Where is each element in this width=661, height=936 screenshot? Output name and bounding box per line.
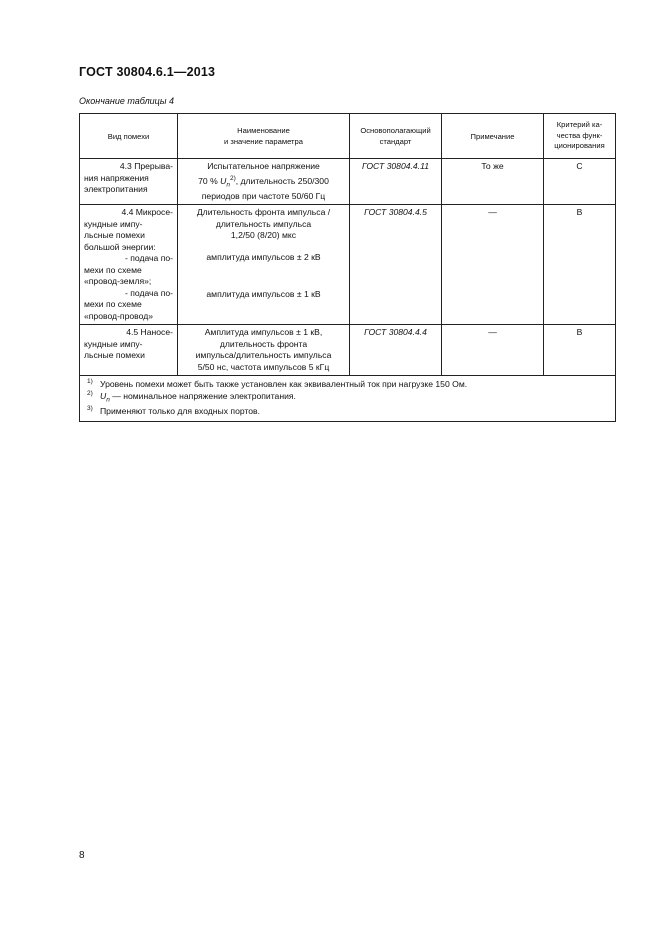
table-row [80, 205, 616, 325]
row-4-4-note: — [442, 205, 544, 325]
footnotes-row [80, 376, 616, 422]
row-4-4-standard: ГОСТ 30804.4.5 [350, 205, 442, 325]
row-4-3-parameter-voltage: 70 % $U_n^{2)}$, длительность 250/300 [198, 174, 329, 189]
header-interference-type: Вид помехи [80, 114, 178, 159]
header-criterion: Критерий ка- чества функ- ционирования [544, 114, 616, 159]
table-row [80, 159, 616, 205]
header-basic-standard: Основополагающий стандарт [350, 114, 442, 159]
row-4-5-criterion: В [544, 325, 616, 376]
row-4-3-note: То же [442, 159, 544, 205]
page-number: 8 [79, 850, 85, 861]
row-4-4-amplitude-1kv: амплитуда импульсов ± 1 кВ [206, 289, 321, 300]
document-header: ГОСТ 30804.6.1—2013 [79, 65, 216, 79]
row-4-5-type: 4.5 Наносе- кундные импу- льсные помехи [80, 325, 178, 376]
footnote-3: 3) Применяют только для входных портов. [87, 404, 261, 416]
footnote-2: 2) $U_n$ — номинальное напряжение электропитания. [87, 389, 296, 404]
row-4-4-type: 4.4 Микросе- кундные импу- льсные помехи большой энергии: - подача по- мехи по схеме «провод-земля»; - подача по- мехи по схеме «провод-провод» [80, 205, 178, 325]
interference-table [79, 113, 616, 422]
row-4-5-note: — [442, 325, 544, 376]
row-4-3-standard: ГОСТ 30804.4.11 [350, 159, 442, 205]
footnote-1: 1) Уровень помехи может быть также установлен как эквивалентный ток при нагрузке 150 Ом. [87, 378, 468, 390]
table-caption: Окончание таблицы 4 [79, 96, 174, 106]
table-header-row [80, 114, 616, 159]
row-4-3-parameter: Испытательное напряжение 70 % $U_n^{2)}$, длительность 250/300 периодов при частоте 50/60 Гц [178, 159, 350, 205]
table-row [80, 325, 616, 376]
row-4-3-type: 4.3 Прерыва- ния напряжения электропитания [80, 159, 178, 205]
row-4-5-standard: ГОСТ 30804.4.4 [350, 325, 442, 376]
row-4-4-criterion: В [544, 205, 616, 325]
row-4-4-parameter: Длительность фронта импульса / длительность импульса 1,2/50 (8/20) мкс амплитуда импульсов ± 2 кВ амплитуда импульсов ± 1 кВ [178, 205, 350, 325]
footnotes [80, 376, 616, 422]
header-parameter: Наименование и значение параметра [178, 114, 350, 159]
row-4-5-parameter: Амплитуда импульсов ± 1 кВ, длительность фронта импульса/длительность импульса 5/50 нс, частота импульсов 5 кГц [178, 325, 350, 376]
header-note: Примечание [442, 114, 544, 159]
row-4-4-amplitude-2kv: амплитуда импульсов ± 2 кВ [206, 251, 321, 262]
row-4-3-criterion: С [544, 159, 616, 205]
